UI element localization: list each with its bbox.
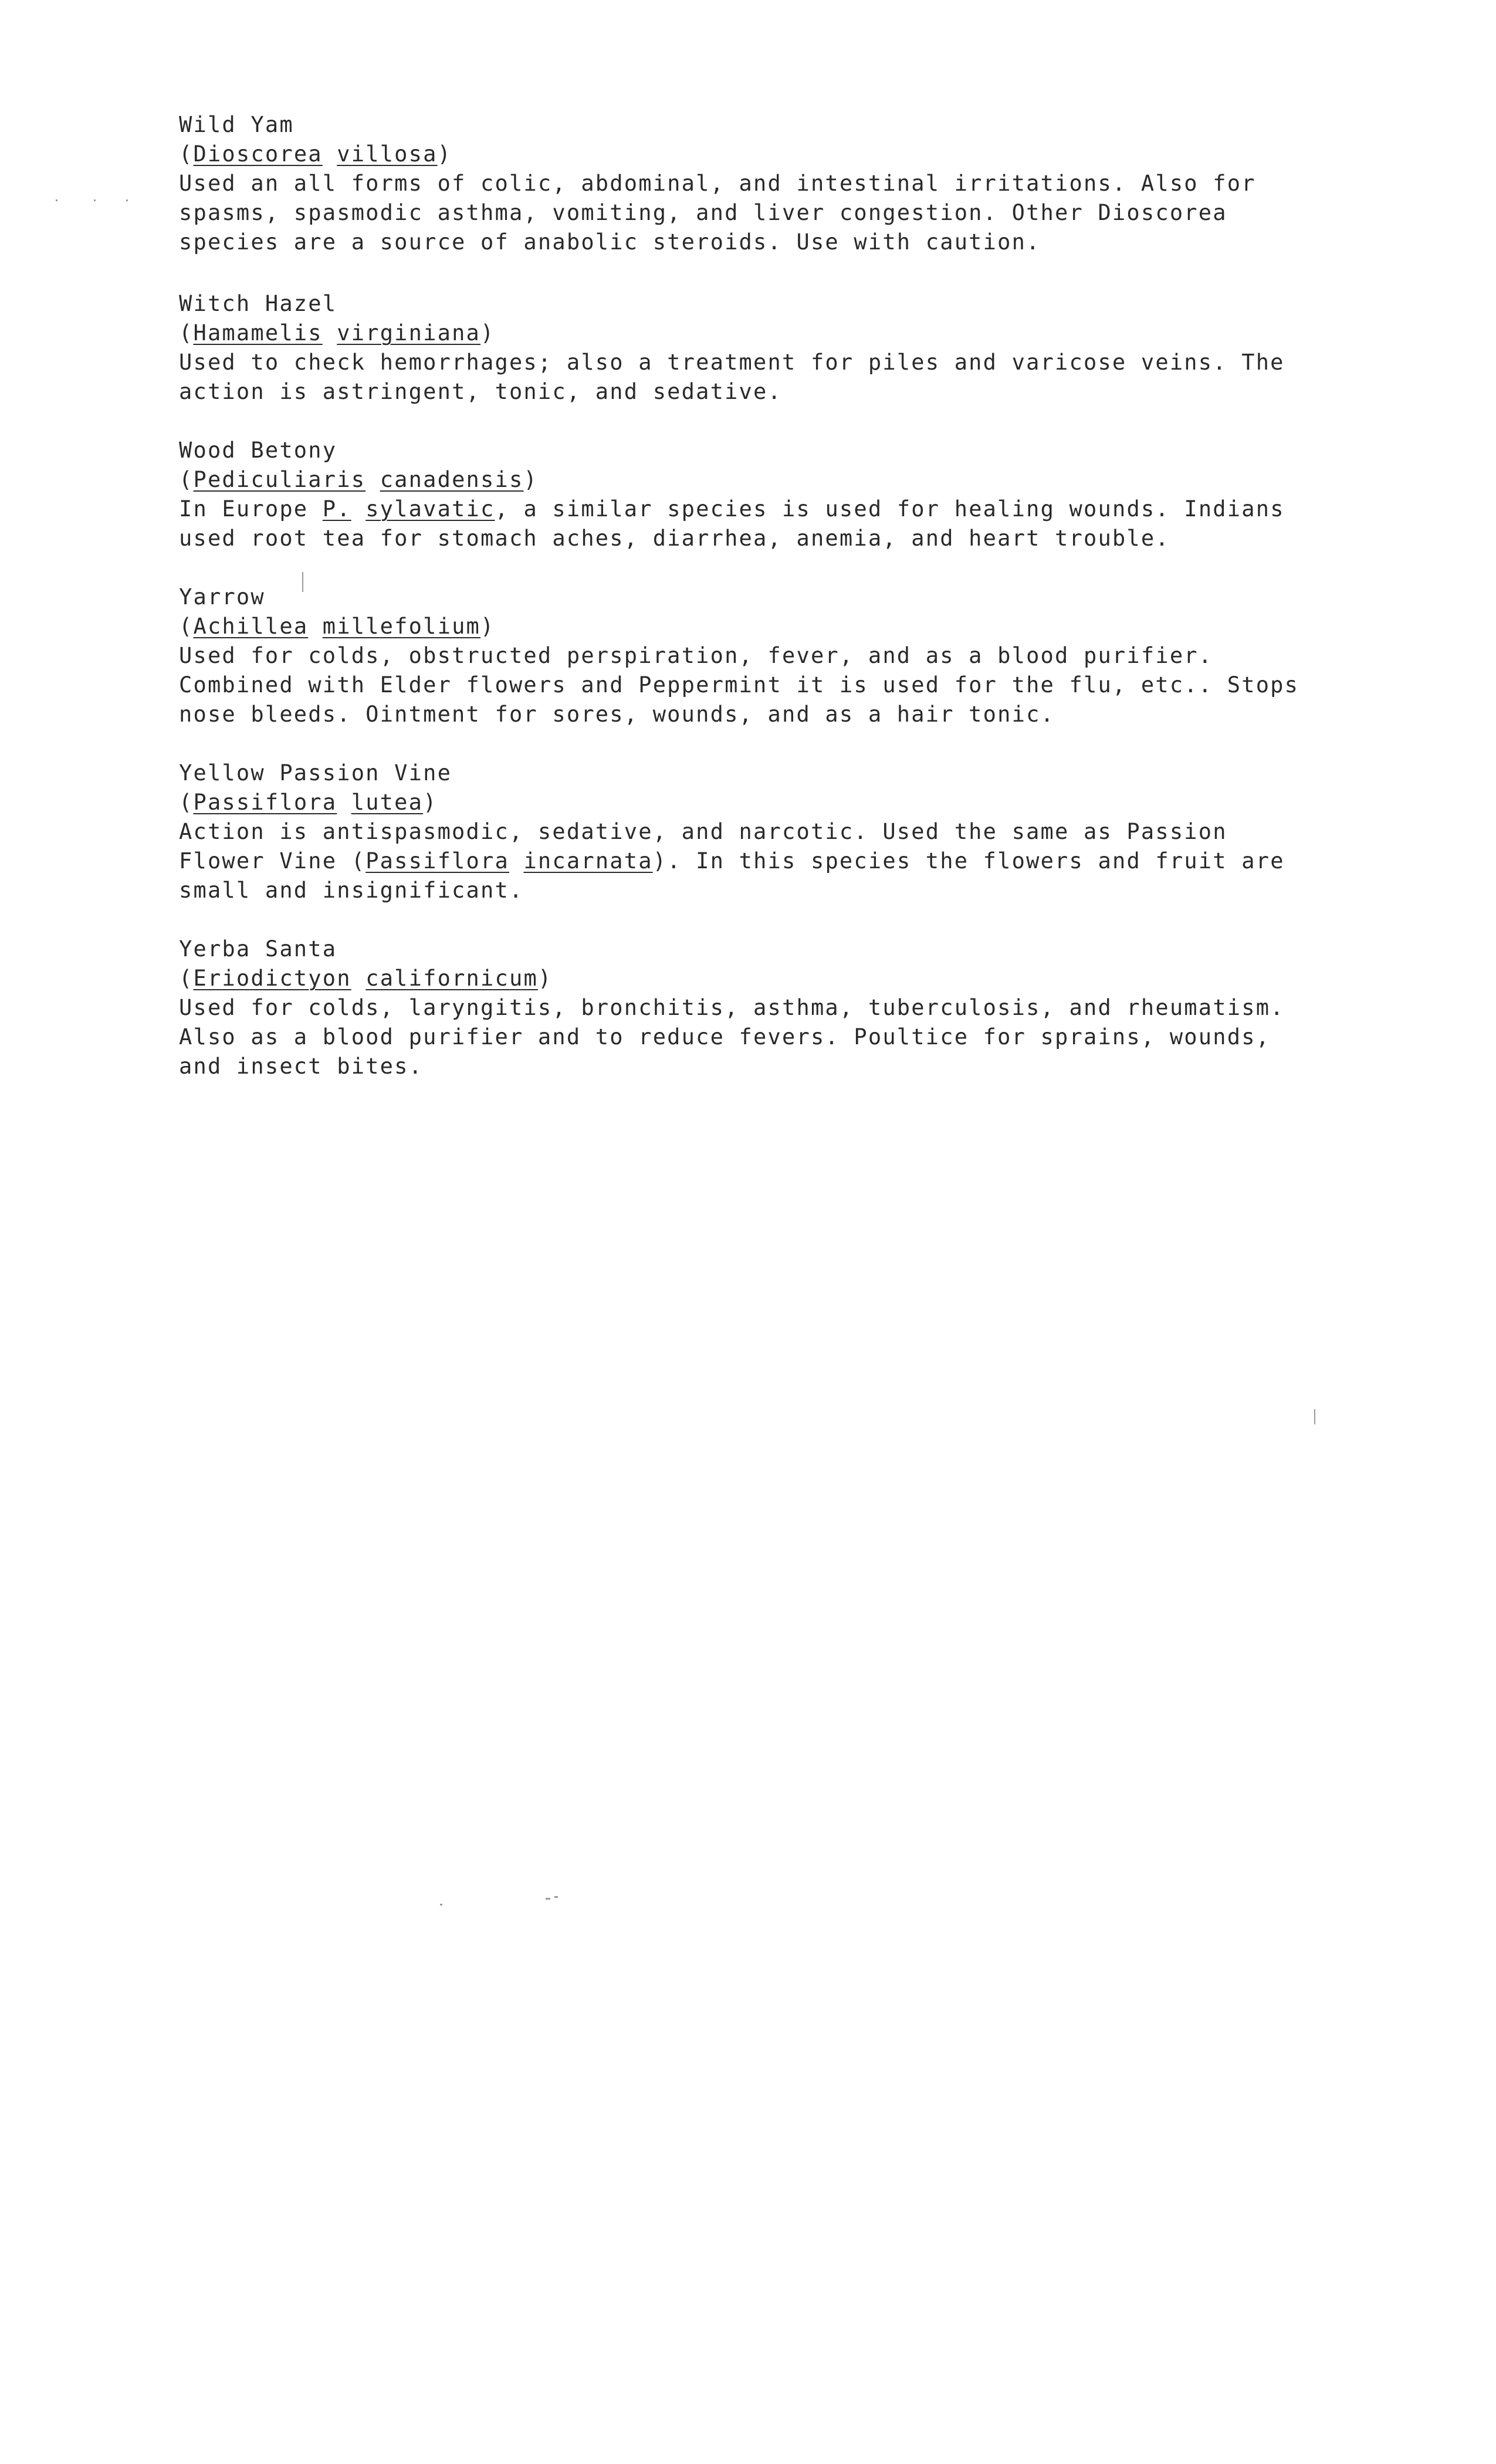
species-name: californicum xyxy=(365,966,538,991)
scientific-name: (Achillea millefolium) xyxy=(179,614,495,639)
description-line: spasms, spasmodic asthma, vomiting, and liver congestion. Other Dioscorea xyxy=(179,200,1227,225)
entry-title: Yellow Passion Vine xyxy=(179,760,452,786)
scan-speck xyxy=(1314,1409,1315,1424)
entry-title: Wood Betony xyxy=(179,438,337,463)
genus-name: Eriodictyon xyxy=(193,966,351,991)
genus-name: Achillea xyxy=(193,614,309,639)
genus-name: Hamamelis xyxy=(193,320,323,346)
genus-name: Pediculiaris xyxy=(193,467,366,492)
description-line: Also as a blood purifier and to reduce fevers. Poultice for sprains, wounds, xyxy=(179,1024,1271,1050)
scan-speck xyxy=(440,1904,442,1905)
entry-wood-betony xyxy=(179,436,1352,553)
entry-yerba-santa xyxy=(179,935,1352,1081)
scientific-name: (Passiflora lutea) xyxy=(179,790,438,815)
description-line: Used for colds, laryngitis, bronchitis, asthma, tuberculosis, and rheumatism. xyxy=(179,995,1285,1020)
genus-abbreviation: P. xyxy=(322,496,351,522)
scan-speck xyxy=(546,1898,550,1900)
description-line: and insect bites. xyxy=(179,1054,424,1079)
description-line: In Europe P. sylavatic, a similar species is used for healing wounds. Indians xyxy=(179,496,1285,522)
genus-name: Passiflora xyxy=(193,790,337,815)
description-line: Used to check hemorrhages; also a treatment for piles and varicose veins. The xyxy=(179,350,1285,375)
entry-wild-yam xyxy=(179,110,1352,257)
entry-title: Yerba Santa xyxy=(179,936,337,962)
description-line: Flower Vine (Passiflora incarnata). In this species the flowers and fruit are xyxy=(179,848,1285,874)
entry-yellow-passion-vine xyxy=(179,759,1352,905)
scientific-name: (Eriodictyon californicum) xyxy=(179,966,553,991)
species-name: sylavatic xyxy=(365,496,495,522)
entry-title: Wild Yam xyxy=(179,112,294,137)
description-line: action is astringent, tonic, and sedative. xyxy=(179,379,782,404)
genus-name: Passiflora xyxy=(365,848,509,874)
description-line: Used for colds, obstructed perspiration, fever, and as a blood purifier. xyxy=(179,643,1213,668)
description-line: small and insignificant. xyxy=(179,878,524,903)
species-name: millefolium xyxy=(322,614,481,639)
description-line: Used an all forms of colic, abdominal, and intestinal irritations. Also for xyxy=(179,171,1256,196)
description-line: species are a source of anabolic steroids. Use with caution. xyxy=(179,229,1041,255)
species-name: incarnata xyxy=(523,848,653,874)
scientific-name: (Dioscorea villosa) xyxy=(179,141,452,167)
entry-title: Yarrow xyxy=(179,584,265,610)
species-name: lutea xyxy=(351,790,424,815)
scan-speck xyxy=(302,572,303,592)
entry-witch-hazel xyxy=(179,289,1352,407)
scan-speck xyxy=(56,199,57,201)
description-line: used root tea for stomach aches, diarrhea, anemia, and heart trouble. xyxy=(179,526,1170,551)
genus-name: Dioscorea xyxy=(193,141,323,167)
description-line: Combined with Elder flowers and Peppermint it is used for the flu, etc.. Stops xyxy=(179,672,1299,698)
scientific-name: (Pediculiaris canadensis) xyxy=(179,467,538,492)
scan-speck xyxy=(126,199,128,201)
species-name: canadensis xyxy=(380,467,524,492)
scan-speck xyxy=(554,1896,558,1898)
scan-speck xyxy=(94,199,96,201)
scientific-name: (Hamamelis virginiana) xyxy=(179,320,495,346)
species-name: virginiana xyxy=(337,320,481,346)
description-line: nose bleeds. Ointment for sores, wounds, and as a hair tonic. xyxy=(179,702,1055,727)
entry-title: Witch Hazel xyxy=(179,291,337,316)
species-name: villosa xyxy=(337,141,438,167)
entry-yarrow xyxy=(179,583,1352,729)
description-line: Action is antispasmodic, sedative, and narcotic. Used the same as Passion xyxy=(179,819,1227,844)
